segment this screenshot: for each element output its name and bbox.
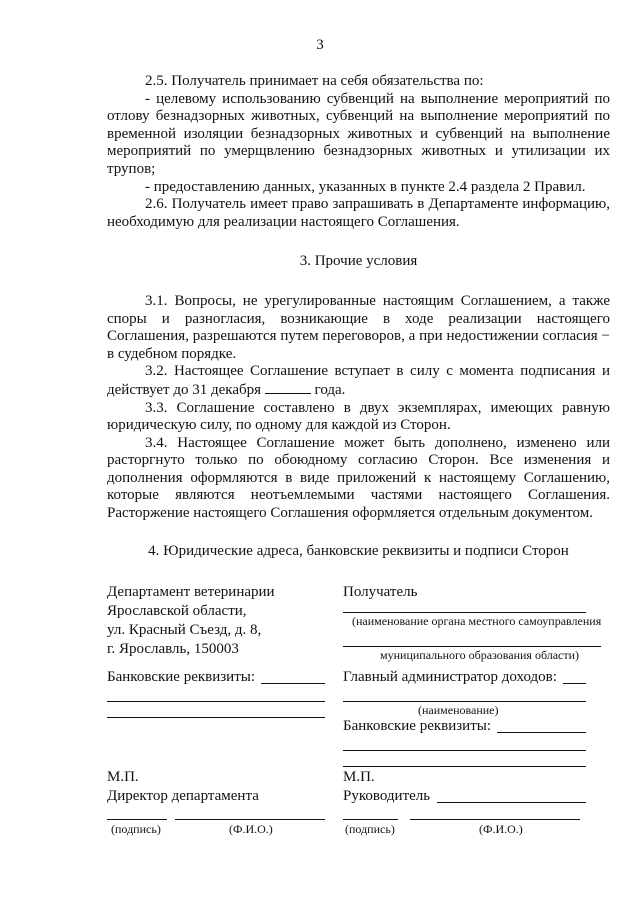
left-bank-line-3 <box>107 717 325 718</box>
clause-3-2-text: 3.2. Настоящее Соглашение вступает в силу с момента подписания и действует до 31 декабря <box>107 363 610 398</box>
agreement-body <box>107 73 610 560</box>
clause-2-5-item-b: - предоставлению данных, указанных в пункте 2.4 раздела 2 Правил. <box>145 178 586 195</box>
page-number: 3 <box>316 37 324 53</box>
left-sign-line <box>107 819 167 820</box>
clause-2-5: 2.5. Получатель принимает на себя обязательства по: <box>145 73 484 89</box>
left-bank-label: Банковские реквизиты: <box>107 669 256 685</box>
right-admin-line-1 <box>563 683 586 684</box>
left-party-line3: ул. Красный Съезд, д. 8, <box>107 622 262 638</box>
right-bank-line-2 <box>343 750 586 751</box>
right-sign-caption: (подпись) <box>345 822 395 836</box>
left-party-line2: Ярославской области, <box>107 603 247 619</box>
left-sign-caption: (подпись) <box>111 822 161 836</box>
right-org-line-2 <box>343 646 601 647</box>
clause-2-5-item-a: - целевому использованию субвенций на выполнение мероприятий по отлову безнадзорных животных, субвенций на выполнение мероприятий по временной изоляции безнадзорных животных и субвенций на выполнение мероприятий по умерщвлению безнадзорных животных и утилизации их трупов; <box>107 90 610 177</box>
left-party-line1: Департамент ветеринарии <box>107 584 275 600</box>
right-sign-line <box>343 819 398 820</box>
section-3-title: 3. Прочие условия <box>299 253 418 270</box>
right-signer-line <box>437 802 586 803</box>
right-bank-label: Банковские реквизиты: <box>343 718 492 734</box>
right-caption-org: (наименование органа местного самоуправления <box>352 614 602 628</box>
right-signer: Руководитель <box>343 788 431 804</box>
right-name-caption: (Ф.И.О.) <box>479 822 523 836</box>
clause-3-1: 3.1. Вопросы, не урегулированные настоящим Соглашением, а также споры и разногласия, возникающие в ходе реализации настоящего Соглашения, разрешаются путем переговоров, а при недостижении согласия − в судебном порядке. <box>107 292 610 362</box>
left-mp: М.П. <box>107 769 139 785</box>
left-bank-line-2 <box>107 701 325 702</box>
left-bank-line-1 <box>261 683 325 684</box>
right-admin-label: Главный администратор доходов: <box>343 669 557 685</box>
left-party-address <box>107 583 275 659</box>
clause-3-2-year-word: года. <box>314 381 346 398</box>
right-bank-line-3 <box>343 766 586 767</box>
clause-3-4: 3.4. Настоящее Соглашение может быть дополнено, изменено или расторгнуто только по обоюдному согласию Сторон. Все изменения и дополнения оформляются в виде приложений к настоящему Соглашению, которые являются неотъемлемыми частями настоящего Соглашения. Расторжение настоящего Соглашения оформляется отдельным документом. <box>107 434 610 522</box>
right-caption-name: (наименование) <box>418 703 499 717</box>
clause-3-2 <box>107 363 610 399</box>
section-4-title: 4. Юридические адреса, банковские реквизиты и подписи Сторон <box>148 542 569 559</box>
right-admin-line-2 <box>343 701 586 702</box>
left-name-line <box>175 819 325 820</box>
year-blank <box>265 381 311 394</box>
right-bank-line-1 <box>497 732 586 733</box>
clause-3-3: 3.3. Соглашение составлено в двух экземплярах, имеющих равную юридическую силу, по одному для каждой из Сторон. <box>107 399 610 434</box>
left-signer: Директор департамента <box>107 788 259 804</box>
left-name-caption: (Ф.И.О.) <box>229 822 273 836</box>
right-party-title: Получатель <box>343 584 418 600</box>
right-name-line <box>410 819 580 820</box>
right-org-line-1 <box>343 612 586 613</box>
right-mp: М.П. <box>343 769 375 785</box>
right-caption-mun: муниципального образования области) <box>380 648 580 662</box>
left-party-line4: г. Ярославль, 150003 <box>107 641 239 657</box>
clause-2-6: 2.6. Получатель имеет право запрашивать в Департаменте информацию, необходимую для реализации настоящего Соглашения. <box>107 196 610 230</box>
